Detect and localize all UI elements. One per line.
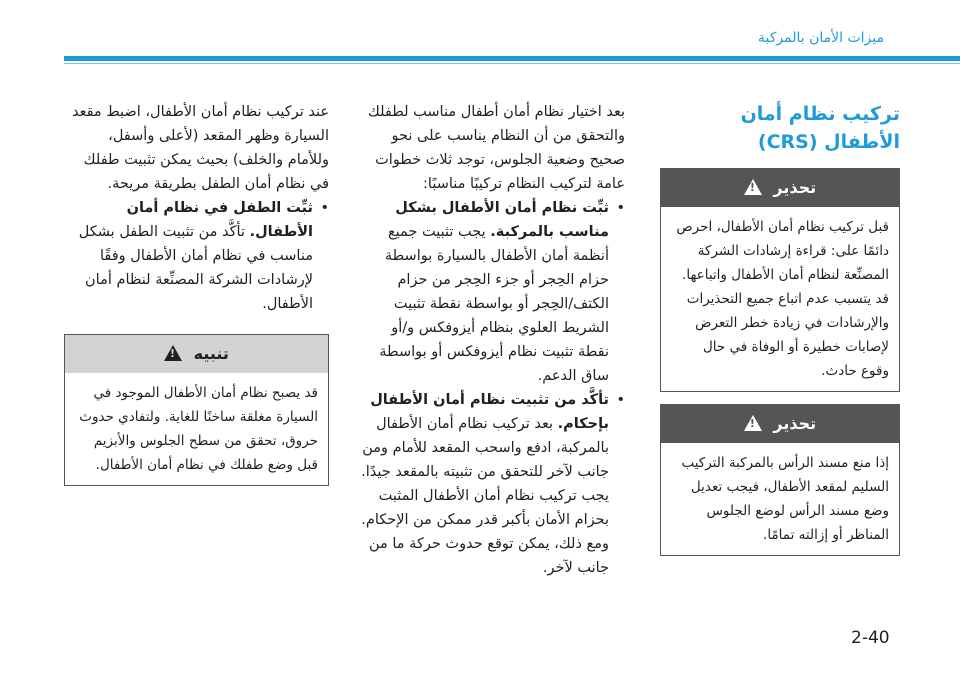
right-column xyxy=(660,100,900,568)
left-bullet-1-text: تأكَّد من تثبيت الطفل بشكل مناسب في نظام أمان الأطفال وفقًا لإرشادات الشركة المصنِّعة لنظام أمان الأطفال. xyxy=(78,224,313,312)
warning-box-1-heading-text: تحذير xyxy=(773,178,817,197)
bullet-2-bold: تأكَّد من تثبيت نظام أمان الأطفال بإحكام. xyxy=(370,392,609,432)
header-rule-thin xyxy=(64,63,960,64)
warning-triangle-icon xyxy=(744,415,762,431)
warning-box-1-body: قبل تركيب نظام أمان الأطفال، احرص دائمًا على: قراءة إرشادات الشركة المصنِّعة لنظام أمان الأطفال واتباعها. قد يتسبب عدم اتباع جميع التحذيرات والإرشادات في زيادة خطر التعرض لإصابات خطيرة أو الوفاة في حال وقوع حادث. xyxy=(676,219,889,379)
list-item xyxy=(64,196,329,316)
list-item xyxy=(360,388,625,580)
header-rule xyxy=(64,56,960,61)
warning-box-2-heading xyxy=(661,405,899,443)
bullet-1-bold: ثبِّت نظام أمان الأطفال بشكل مناسب بالمركبة. xyxy=(395,200,609,240)
section-title: تركيب نظام أمان الأطفال (CRS) xyxy=(740,103,900,153)
left-column xyxy=(64,100,329,498)
warning-box-2-heading-text: تحذير xyxy=(773,414,817,433)
left-bullet-list xyxy=(64,196,329,316)
warning-box-1 xyxy=(660,168,900,392)
note-box-heading xyxy=(65,335,328,373)
middle-column xyxy=(360,100,625,580)
note-box-body: قد يصبح نظام أمان الأطفال الموجود في السيارة مغلقة ساخنًا للغاية. ولتفادي حدوث حروق، تحقق من سطح الجلوس والأبزيم قبل وضع طفلك في نظام أمان الأطفال. xyxy=(79,385,318,473)
note-box xyxy=(64,334,329,486)
page-number: 2-40 xyxy=(851,628,890,648)
warning-triangle-icon xyxy=(744,179,762,195)
left-intro: عند تركيب نظام أمان الأطفال، اضبط مقعد السيارة وظهر المقعد (لأعلى وأسفل، وللأمام والخلف) بحيث يمكن تثبيت طفلك في نظام أمان الطفل بطريقة مريحة. xyxy=(71,104,329,192)
warning-box-2 xyxy=(660,404,900,556)
caution-triangle-icon xyxy=(164,345,182,361)
left-bullet-1-bold: ثبِّت الطفل في نظام أمان الأطفال. xyxy=(126,200,313,240)
middle-bullet-list xyxy=(360,196,625,580)
list-item xyxy=(360,196,625,388)
warning-box-1-heading xyxy=(661,169,899,207)
bullet-1-text: يجب تثبيت جميع أنظمة أمان الأطفال بالسيارة بواسطة حزام الحِجر أو جزء الحِجر من حزام الكتف/الحِجر أو بواسطة نقطة تثبيت الشريط العلوي بنظام أيزوفكس و/أو نقطة تثبيت نظام أيزوفكس أو بواسطة ساق الدعم. xyxy=(379,224,609,384)
note-box-heading-text: تنبيه xyxy=(193,344,229,363)
middle-intro: بعد اختيار نظام أمان أطفال مناسب لطفلك والتحقق من أن النظام يناسب على نحو صحيح وضعية الجلوس، توجد ثلاث خطوات عامة لتركيب النظام تركيبًا مناسبًا: xyxy=(367,104,625,192)
header-title: ميزات الأمان بالمركبة xyxy=(758,30,884,46)
warning-box-2-body: إذا منع مسند الرأس بالمركبة التركيب السليم لمقعد الأطفال، فيجب تعديل وضع مسند الرأس لوضع الجلوس المناظر أو إزالته تمامًا. xyxy=(681,455,889,543)
bullet-2-text: بعد تركيب نظام أمان الأطفال بالمركبة، ادفع واسحب المقعد للأمام ومن جانب لآخر للتحقق من تثبيته بالمقعد جيدًا. يجب تركيب نظام أمان الأطفال المثبت بحزام الأمان بأكبر قدر ممكن من الإحكام. ومع ذلك، يمكن توقع حدوث حركة ما من جانب لآخر. xyxy=(361,416,609,576)
